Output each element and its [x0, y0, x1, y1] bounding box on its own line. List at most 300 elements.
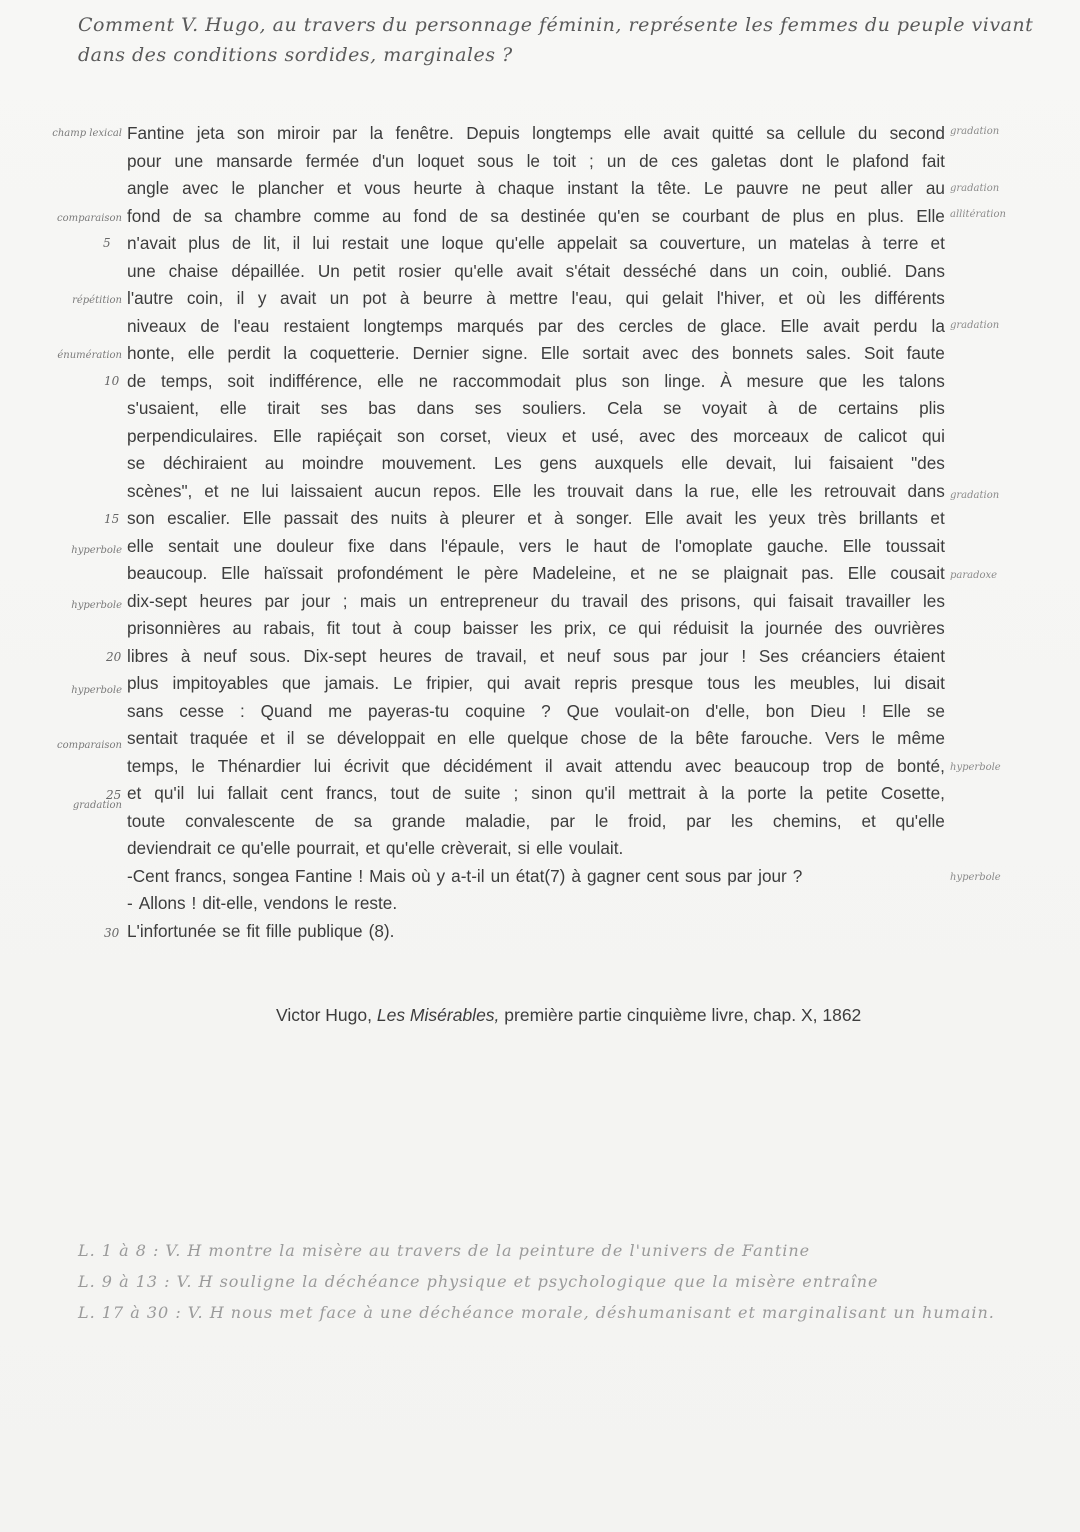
passage-word: sentait [168, 535, 219, 556]
passage-word: à [399, 288, 410, 308]
passage-word: la [799, 783, 813, 803]
passage-line [127, 725, 945, 753]
passage-word: Fantine [127, 123, 185, 143]
passage-word: ce [608, 618, 627, 638]
passage-word: et [861, 810, 876, 831]
passage-word: Vers [824, 728, 860, 748]
passage-word: fixe [348, 535, 375, 556]
passage-word: de [444, 645, 464, 666]
passage-word: heures [199, 590, 253, 611]
passage-word: appelait [556, 233, 618, 253]
passage-word: Dieu [810, 700, 846, 721]
passage-word: vers [518, 535, 552, 556]
passage-word: dépaillée. [231, 260, 305, 281]
passage-word: il [286, 728, 295, 748]
note-line: L. 17 à 30 : V. H nous met face à une déchéance morale, déshumanisant et marginalisant un humain. [78, 1303, 995, 1322]
passage-word: à [180, 645, 191, 666]
passage-word: qui [487, 673, 510, 693]
passage-word: de [231, 233, 252, 253]
passage-word: Elle [882, 700, 911, 721]
passage-word: restait [341, 233, 389, 253]
passage-word: petite [825, 783, 868, 803]
passage-word: quitté [711, 123, 754, 143]
right-annotation: allitération [950, 209, 1006, 220]
passage-word: plis [919, 398, 945, 418]
passage-word: vous [364, 178, 401, 198]
passage-word: d'elle, [705, 700, 750, 721]
right-annotation: hyperbole [950, 762, 1001, 773]
passage-word: rapiéçait [316, 425, 382, 446]
passage-word: repris [574, 673, 618, 693]
passage-word: Elle [780, 315, 809, 336]
passage-word: escalier. [167, 508, 231, 528]
passage-word: dans [709, 260, 747, 281]
passage-word: indifférence, [268, 370, 363, 391]
passage-word: marqués [456, 315, 524, 336]
passage-word: Allons [138, 893, 186, 913]
passage-word: son [621, 370, 650, 391]
passage-word: faisait [788, 590, 834, 611]
passage-word: qui [625, 288, 649, 308]
passage-line [127, 285, 945, 313]
passage-word: fermée [305, 150, 360, 171]
passage-word: froid, [628, 810, 667, 831]
passage-word: honte, [127, 343, 175, 363]
passage-word: jour [699, 645, 729, 666]
passage-word: heurte [413, 178, 463, 198]
passage-word: beaucoup. [127, 563, 208, 583]
passage-line [127, 450, 945, 478]
passage-word: au [232, 618, 252, 638]
passage-word: les [730, 810, 753, 831]
passage-word: sans [127, 700, 164, 721]
passage-word: avait [516, 260, 553, 281]
passage-word: bonté, [897, 755, 945, 776]
passage-word: L'infortunée [127, 920, 217, 941]
passage-word: et [365, 838, 380, 858]
passage-word: vendons [263, 893, 329, 913]
passage-word: les [922, 590, 945, 611]
passage-word: et [336, 178, 352, 198]
passage-word: Quand [260, 700, 313, 721]
passage-word: de [172, 205, 192, 226]
passage-word: profondément [336, 563, 443, 583]
passage-line [127, 643, 945, 671]
passage-word: coup [413, 618, 452, 638]
passage-word: loquet [417, 150, 465, 171]
passage-word: ne [230, 480, 250, 501]
passage-word: ; [342, 590, 348, 611]
passage-word: sales. [806, 343, 852, 363]
passage-word: deviendrait [127, 838, 212, 858]
passage-word: se [222, 920, 241, 941]
passage-word: fond [127, 205, 161, 226]
line-number-25: 25 [106, 788, 122, 802]
passage-word: soit [227, 370, 255, 391]
passage-word: Cela [607, 398, 643, 418]
passage-word: le [594, 810, 609, 831]
passage-word: sentait [127, 728, 178, 748]
passage-word: Depuis [466, 123, 520, 143]
passage-word: l'autre [127, 288, 174, 308]
line-number-15: 15 [104, 512, 120, 526]
passage-word: cent [646, 865, 679, 886]
passage-word: jeta [196, 123, 225, 143]
passage-word: cesse [179, 700, 225, 721]
passage-word: - [127, 893, 133, 913]
passage-word: de [798, 398, 818, 418]
passage-line [127, 863, 945, 891]
passage-word: jour [301, 590, 331, 611]
passage-word: réduisit [672, 618, 729, 638]
passage-word: un [408, 590, 428, 611]
note-line: L. 9 à 13 : V. H souligne la déchéance physique et psychologique que la misère entraîne [78, 1272, 879, 1291]
left-annotation: énumération [57, 350, 122, 361]
passage-word: passait [283, 508, 339, 528]
passage-word: avait [279, 288, 317, 308]
passage-word: les [533, 480, 556, 501]
passage-word: des [691, 343, 720, 363]
passage-word: pauvre [736, 178, 789, 198]
passage-word: payeras-tu [367, 700, 450, 721]
passage-word: de [638, 728, 658, 748]
passage-word: Elle [916, 205, 945, 226]
passage-word: chaise [168, 260, 219, 281]
passage-word: voyait [702, 398, 748, 418]
passage-word: avait [565, 755, 602, 776]
passage-word: grande [391, 810, 446, 831]
passage-word: à [698, 783, 709, 803]
passage-word: rue, [709, 480, 740, 501]
passage-word: où [411, 865, 431, 886]
passage-word: traquée [189, 728, 249, 748]
passage-word: faisaient [829, 453, 894, 473]
passage-word: Cosette, [880, 783, 945, 803]
passage-word: Dix-sept [303, 645, 367, 666]
passage-word: s'usaient, [127, 398, 200, 418]
passage-word: de [823, 425, 843, 446]
passage-word: ne [418, 370, 438, 391]
passage-word: peut [833, 178, 868, 198]
passage-word: dans [416, 398, 454, 418]
passage-line [127, 615, 945, 643]
passage-word: il [544, 755, 553, 776]
passage-word: mesure [746, 370, 804, 391]
passage-word: yeux [768, 508, 806, 528]
passage-word: dans [635, 480, 673, 501]
passage-word: tête. [657, 178, 691, 198]
passage-word: des [350, 508, 379, 528]
passage-word: linge. [664, 370, 706, 391]
passage-word: y [436, 865, 446, 886]
passage-word: niveaux [127, 315, 187, 336]
passage-word: la [369, 123, 384, 143]
passage-word: gagner [586, 865, 641, 886]
passage-word: aller [880, 178, 913, 198]
passage-word: de [865, 755, 885, 776]
passage-word: plafond [852, 150, 909, 171]
passage-word: neuf [203, 645, 237, 666]
passage-line [127, 808, 945, 836]
passage-word: tout [390, 783, 420, 803]
passage-word: a-t-il [451, 865, 485, 886]
passage-word: y [257, 288, 267, 308]
passage-word: chaque [497, 178, 555, 198]
passage-word: farouche. [741, 728, 813, 748]
passage-word: des [834, 618, 863, 638]
line-number-10: 10 [104, 374, 120, 388]
passage-word: tous [707, 673, 740, 693]
passage-word: moindre [301, 453, 364, 473]
passage-word: très [817, 508, 847, 528]
passage-word: mettrait [628, 783, 686, 803]
passage-word: prisons, [680, 590, 741, 611]
passage-word: porte [747, 783, 787, 803]
passage-word: talons [899, 370, 945, 391]
passage-word: rosier [398, 260, 442, 281]
passage-word: des [576, 315, 605, 336]
passage-word: oublié. [841, 260, 892, 281]
passage-word: cellule [796, 123, 846, 143]
passage-word: qu'elle [241, 838, 291, 858]
passage-word: un [329, 288, 349, 308]
source-citation [276, 1005, 956, 1026]
passage-word: galetas [711, 150, 767, 171]
passage-word: jour [758, 865, 787, 886]
passage-word: tirait [267, 398, 300, 418]
passage-word: en [836, 205, 856, 226]
passage-line [127, 340, 945, 368]
passage-word: convalescente [185, 810, 295, 831]
passage-word: d'un [372, 150, 405, 171]
passage-word: se [651, 205, 670, 226]
passage-word: ne [658, 563, 678, 583]
passage-word: plaignait [723, 563, 788, 583]
passage-word: restaient [283, 315, 350, 336]
passage-word: avait [823, 315, 860, 336]
passage-word: temps, [127, 755, 179, 776]
passage-word: par [264, 590, 290, 611]
passage-word: ne [801, 178, 821, 198]
passage-word: pot [362, 288, 387, 308]
passage-word: si [517, 838, 531, 858]
passage-line [127, 835, 945, 863]
passage-word: devait, [725, 453, 777, 473]
passage-word: au [264, 453, 284, 473]
right-annotation: gradation [950, 320, 1000, 331]
passage-word: Madeleine, [532, 563, 617, 583]
passage-text [127, 120, 945, 945]
passage-word: père [484, 563, 519, 583]
passage-word: vieux [506, 425, 547, 446]
passage-word: Elle [221, 563, 250, 583]
passage-word: perpendiculaires. [127, 425, 258, 446]
passage-word: haut [593, 535, 627, 556]
passage-word: Soit [864, 343, 894, 363]
passage-word: miroir [277, 123, 320, 143]
passage-word: à [861, 233, 871, 253]
passage-word: le [334, 893, 349, 913]
passage-word: comme [313, 205, 370, 226]
passage-word: "des [911, 453, 945, 473]
passage-word: de [200, 315, 220, 336]
passage-word: ouvrières [874, 618, 945, 638]
passage-word: impitoyables [172, 673, 269, 693]
passage-word: coquetterie. [309, 343, 400, 363]
passage-word: et [930, 508, 945, 528]
passage-word: se [691, 563, 710, 583]
passage-word: son [236, 123, 265, 143]
passage-word: signe. [481, 343, 528, 363]
passage-word: par [662, 645, 688, 666]
passage-word: morceaux [733, 425, 809, 446]
passage-word: l'omoplate [674, 535, 753, 556]
passage-word: cercles [618, 315, 674, 336]
passage-word: scènes", [127, 480, 193, 501]
passage-word: à [439, 508, 449, 528]
passage-word: gens [539, 453, 577, 473]
passage-word: reste. [354, 893, 398, 913]
passage-word: par [550, 810, 575, 831]
passage-word: bas [368, 398, 396, 418]
passage-word: fenêtre. [395, 123, 454, 143]
passage-word: dans [907, 480, 945, 501]
passage-word: étaient [893, 645, 945, 666]
passage-word: que [818, 370, 848, 391]
passage-word: chambre [234, 205, 302, 226]
passage-word: même [897, 728, 945, 748]
passage-line [127, 175, 945, 203]
left-annotation: champ lexical [52, 128, 122, 139]
passage-word: il [236, 288, 245, 308]
passage-word: ! [741, 645, 747, 666]
passage-word: songer. [576, 508, 633, 528]
passage-word: plus [188, 233, 220, 253]
passage-word: décidément [443, 755, 533, 776]
right-annotation: hyperbole [950, 872, 1001, 883]
passage-word: faute [906, 343, 945, 363]
passage-word: lui [873, 673, 891, 693]
passage-word: se [663, 398, 682, 418]
passage-word: le [871, 728, 885, 748]
passage-word: qu'elle [495, 233, 545, 253]
passage-word: entrepreneur [439, 590, 539, 611]
passage-word: un [606, 150, 627, 171]
passage-word: pourrait, [296, 838, 360, 858]
passage-word: elle [751, 480, 779, 501]
passage-word: à [571, 865, 581, 886]
passage-word: par [727, 865, 753, 886]
passage-word: de [761, 205, 781, 226]
passage-word: mouvement. [381, 453, 477, 473]
passage-word: le [526, 150, 540, 171]
passage-word: bonnets [732, 343, 794, 363]
passage-word: Les [494, 453, 522, 473]
passage-word: elle [187, 343, 215, 363]
passage-word: et [778, 288, 793, 308]
passage-word: voulait-on [615, 700, 690, 721]
passage-word: attendu [614, 755, 673, 776]
passage-word: et [630, 563, 645, 583]
passage-word: dans [389, 535, 427, 556]
passage-word: qu'en [598, 205, 640, 226]
passage-word: plus [792, 205, 825, 226]
passage-word: dix-sept [127, 590, 188, 611]
passage-line [127, 918, 945, 946]
passage-word: et [561, 425, 577, 446]
passage-word: travail [582, 590, 629, 611]
passage-word: s'était [565, 260, 611, 281]
passage-word: des [690, 425, 719, 446]
passage-line [127, 313, 945, 341]
passage-word: Dans [904, 260, 945, 281]
passage-word: la [669, 728, 684, 748]
passage-word: crèverait, [440, 838, 512, 858]
passage-word: en [437, 728, 457, 748]
passage-word: disait [904, 673, 945, 693]
passage-word: ! [191, 893, 197, 913]
passage-word: écrivit [343, 755, 389, 776]
passage-word: le [191, 755, 205, 776]
passage-word: l'eau [233, 315, 270, 336]
passage-word: instant [567, 178, 618, 198]
passage-word: sous [684, 865, 722, 886]
passage-line [127, 203, 945, 231]
passage-word: elle [468, 728, 496, 748]
passage-word: Elle [847, 563, 877, 583]
passage-word: bête [695, 728, 729, 748]
passage-word: plus [127, 673, 159, 693]
passage-word: -Cent [127, 865, 170, 886]
passage-word: la [721, 783, 735, 803]
passage-word: fit [246, 920, 260, 941]
passage-word: un [759, 260, 779, 281]
passage-word: Que [566, 700, 600, 721]
passage-word: elle [623, 123, 651, 143]
right-annotation: gradation [950, 490, 1000, 501]
passage-word: qui [753, 590, 777, 611]
passage-word: longtemps [532, 123, 612, 143]
passage-word: lit, [263, 233, 281, 253]
passage-word: gelait [662, 288, 704, 308]
left-annotation: répétition [72, 295, 122, 306]
passage-word: avait [663, 123, 700, 143]
passage-word: ses [474, 398, 502, 418]
passage-word: laissaient [290, 480, 363, 501]
passage-word: l'eau, [571, 288, 613, 308]
passage-word: toute [127, 810, 166, 831]
passage-word: la [631, 178, 645, 198]
passage-word: de [127, 370, 147, 391]
passage-word: pour [127, 150, 162, 171]
citation-title: Les Misérables, [376, 1005, 500, 1025]
passage-word: chemins, [772, 810, 842, 831]
passage-word: la [684, 480, 698, 501]
passage-word: avait [685, 508, 723, 528]
passage-word: quelque [507, 728, 569, 748]
passage-word: et [930, 233, 945, 253]
passage-word: chose [580, 728, 627, 748]
passage-word: Le [393, 673, 413, 693]
passage-word: matelas [789, 233, 850, 253]
right-annotation: gradation [950, 183, 1000, 194]
passage-word: à [486, 288, 496, 308]
passage-word: courbant [682, 205, 750, 226]
passage-word: loque [441, 233, 484, 253]
passage-line [127, 505, 945, 533]
passage-word: longtemps [363, 315, 443, 336]
passage-word: les [838, 288, 861, 308]
